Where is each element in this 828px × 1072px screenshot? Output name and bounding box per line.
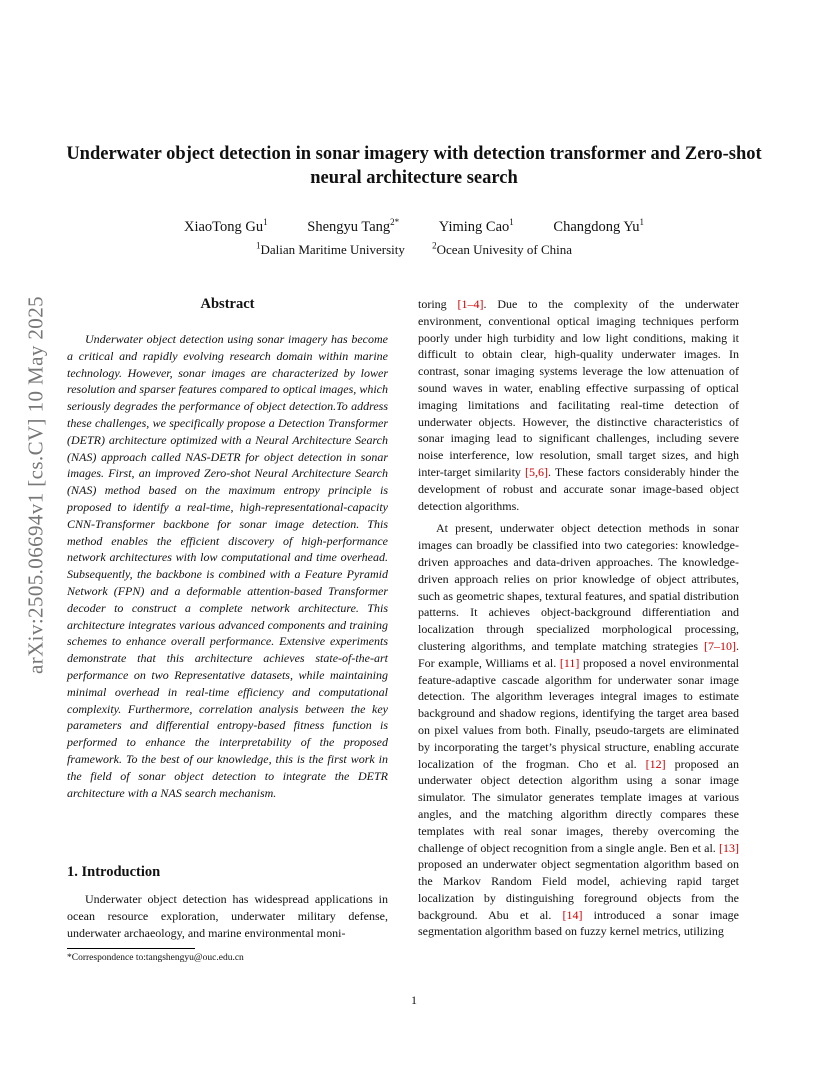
paragraph-text: . For example, Williams et al. [418, 638, 739, 670]
paragraph-text: At present, underwater object detection methods in sonar images can broadly be classified into two categories: knowledge-driven approaches and data-driven approaches. The knowledge-driven approach relies on prior knowledge of object attributes, such as geometric shapes, textural features, and spatial distribution patterns. It achieves object-background differentiation and localization through specialized morphological processing, clustering algorithms, and template matching strategies [418, 521, 739, 653]
author: Changdong Yu$^1$ [553, 217, 644, 235]
abstract-heading: Abstract [200, 296, 255, 312]
paper-title: Underwater object detection in sonar imagery with detection transformer and Zero-shot neural architecture search [66, 144, 762, 188]
right-paragraph-2 [418, 520, 739, 940]
paragraph-text: proposed a novel environmental feature-adaptive cascade algorithm for underwater sonar image detection. The algorithm leverages integral images to estimate background and shadow regions, identifying the target area based on pixel values from both. Finally, pseudo-targets are eliminated by incorporating the target’s physical structure, enabling accurate localization of the frogman. Cho et al. [418, 655, 739, 771]
author: XiaoTong Gu$^1$ [184, 217, 268, 235]
citation-link[interactable]: [1–4] [457, 297, 484, 311]
author: Shengyu Tang$^{2*}$ [307, 217, 400, 235]
right-column [418, 296, 739, 940]
paragraph-text: proposed an underwater object segmentation algorithm based on the Markov Random Field model, achieving rapid target localization by distinguishing foreground objects from the background. Abu et al. [418, 857, 739, 922]
intro-body [67, 891, 388, 941]
affiliation-list [60, 242, 768, 258]
citation-link[interactable]: [13] [719, 840, 739, 855]
citation-link[interactable]: [12] [645, 756, 666, 771]
citation-link[interactable]: [5,6] [524, 464, 548, 479]
paragraph-text: proposed an underwater object detection algorithm using a sonar image simulator. The simulator generates template images at various angles, and the matching algorithm directly compares these templates with real sonar images, thereby overcoming the challenge of object recognition from a single angle. Ben et al. [418, 756, 739, 855]
section-heading-introduction: 1. Introduction [67, 864, 161, 880]
footnote: *Correspondence to:tangshengyu@ouc.edu.cn [67, 953, 244, 963]
arxiv-stamp [22, 295, 50, 675]
paragraph-text: . Due to the complexity of the underwater environment, conventional optical imaging techniques perform poorly under high turbidity and low light conditions, making it difficult to obtain clear, high-quality underwater images. In contrast, sonar imaging systems leverage the low attenuation of sound waves in water, enabling effective surpassing of optical imaging limitations and facilitating real-time detection of underwater objects. However, the distinctive characteristics of sonar imaging lead to significant challenges, including severe noise interference, low resolution, small target sizes, and high inter-target similarity [418, 297, 739, 479]
paragraph-text: toring [418, 297, 458, 311]
citation-link[interactable]: [11] [559, 655, 580, 670]
paragraph-text: introduced a sonar image segmentation algorithm based on fuzzy kernel metrics, utilizing [418, 907, 739, 939]
page-number: 1 [411, 993, 417, 1007]
citation-link[interactable]: [7–10] [704, 638, 736, 653]
author-list [60, 219, 768, 236]
right-paragraph-1 [418, 296, 739, 514]
paragraph-text: . These factors considerably hinder the development of robust and accurate sonar image-based object detection algorithms. [418, 464, 739, 513]
abstract-text: Underwater object detection using sonar imagery has become a critical and rapidly evolving research domain within marine technology. However, sonar images are characterized by lower resolution and sparser features compared to optical images, which seriously degrades the performance of object detection.To address these challenges, we specifically propose a Detection Transformer (DETR) architecture optimized with a Neural Architecture Search (NAS) approach called NAS-DETR for object detection in sonar images. First, an improved Zero-shot Neural Architecture Search (NAS) method based on the maximum entropy principle is proposed to identify a real-time, high-representational-capacity CNN-Transformer backbone for sonar image detection. This method enables the efficient discovery of high-performance network architectures with low computational and time overhead. Subsequently, the backbone is combined with a Feature Pyramid Network (FPN) and a deformable attention-based Transformer decoder to construct a complete network architecture. This architecture integrates various advanced components and training schemes to enhance overall performance. Extensive experiments demonstrate that this architecture achieves state-of-the-art performance on two Representative datasets, while maintaining minimal overhead in real-time efficiency and computational complexity. Furthermore, correlation analysis between the key parameters and differential entropy-based fitness function is performed to enhance the interpretability of the proposed framework. To the best of our knowledge, this is the first work in the field of sonar object detection to integrate the DETR architecture with a NAS search mechanism. [67, 332, 388, 800]
footnote-rule [67, 948, 195, 949]
arxiv-id: arXiv:2505.06694v1 [cs.CV] 10 May 2025 [23, 296, 48, 674]
intro-paragraph: Underwater object detection has widespread applications in ocean resource exploration, underwater military defense, underwater archaeology, and marine environmental moni- [67, 892, 388, 940]
citation-link[interactable]: [14] [562, 907, 583, 922]
affiliation: $^2$Ocean Univesity of China [432, 240, 573, 257]
affiliation: $^1$Dalian Maritime University [255, 240, 405, 257]
author: Yiming Cao$^1$ [438, 217, 514, 235]
abstract-body [67, 331, 388, 801]
